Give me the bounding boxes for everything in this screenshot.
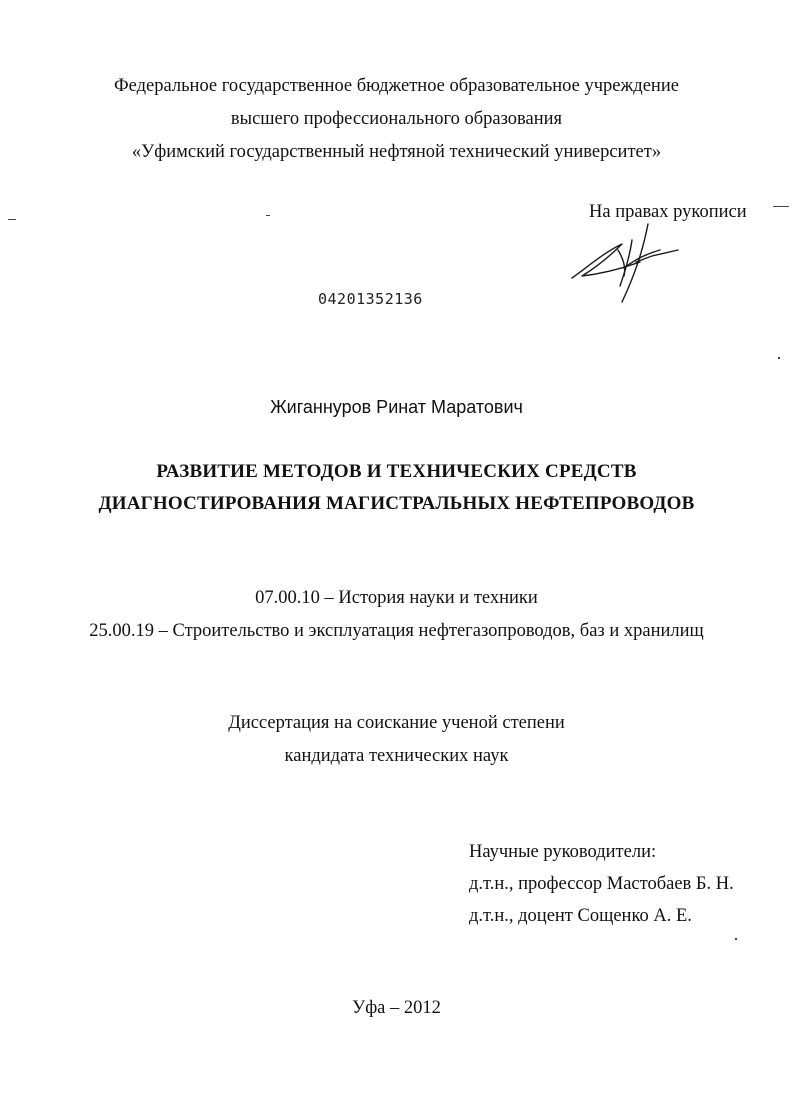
scan-mark (778, 357, 780, 359)
degree-line-2: кандидата технических наук (284, 746, 509, 766)
signature (560, 210, 690, 310)
institution-line-2: высшего профессионального образования (230, 109, 563, 129)
thesis-title-line-1: РАЗВИТИЕ МЕТОДОВ И ТЕХНИЧЕСКИХ СРЕДСТВ (156, 461, 637, 482)
manuscript-note: На правах рукописи (589, 202, 747, 222)
specialty-2: 25.00.19 – Строительство и эксплуатация нефтегазопроводов, баз и хранилищ (89, 621, 704, 641)
scan-mark (773, 206, 789, 207)
supervisor-1: д.т.н., профессор Мастобаев Б. Н. (469, 874, 734, 894)
scan-mark (8, 219, 16, 220)
institution-line-1: Федеральное государственное бюджетное образовательное учреждение (114, 76, 679, 96)
scan-mark (735, 938, 737, 940)
specialty-1: 07.00.10 – История науки и техники (255, 588, 538, 608)
scan-mark (266, 215, 270, 216)
city-year: Уфа – 2012 (352, 998, 441, 1018)
degree-line-1: Диссертация на соискание ученой степени (228, 713, 565, 733)
author-name: Жиганнуров Ринат Маратович (270, 397, 523, 417)
supervisor-2: д.т.н., доцент Сощенко А. Е. (469, 906, 692, 926)
institution-line-3: «Уфимский государственный нефтяной технический университет» (131, 142, 662, 162)
registration-number: 04201352136 (318, 290, 423, 308)
supervisors-heading: Научные руководители: (469, 842, 657, 862)
thesis-title-line-2: ДИАГНОСТИРОВАНИЯ МАГИСТРАЛЬНЫХ НЕФТЕПРОВОДОВ (98, 493, 695, 514)
